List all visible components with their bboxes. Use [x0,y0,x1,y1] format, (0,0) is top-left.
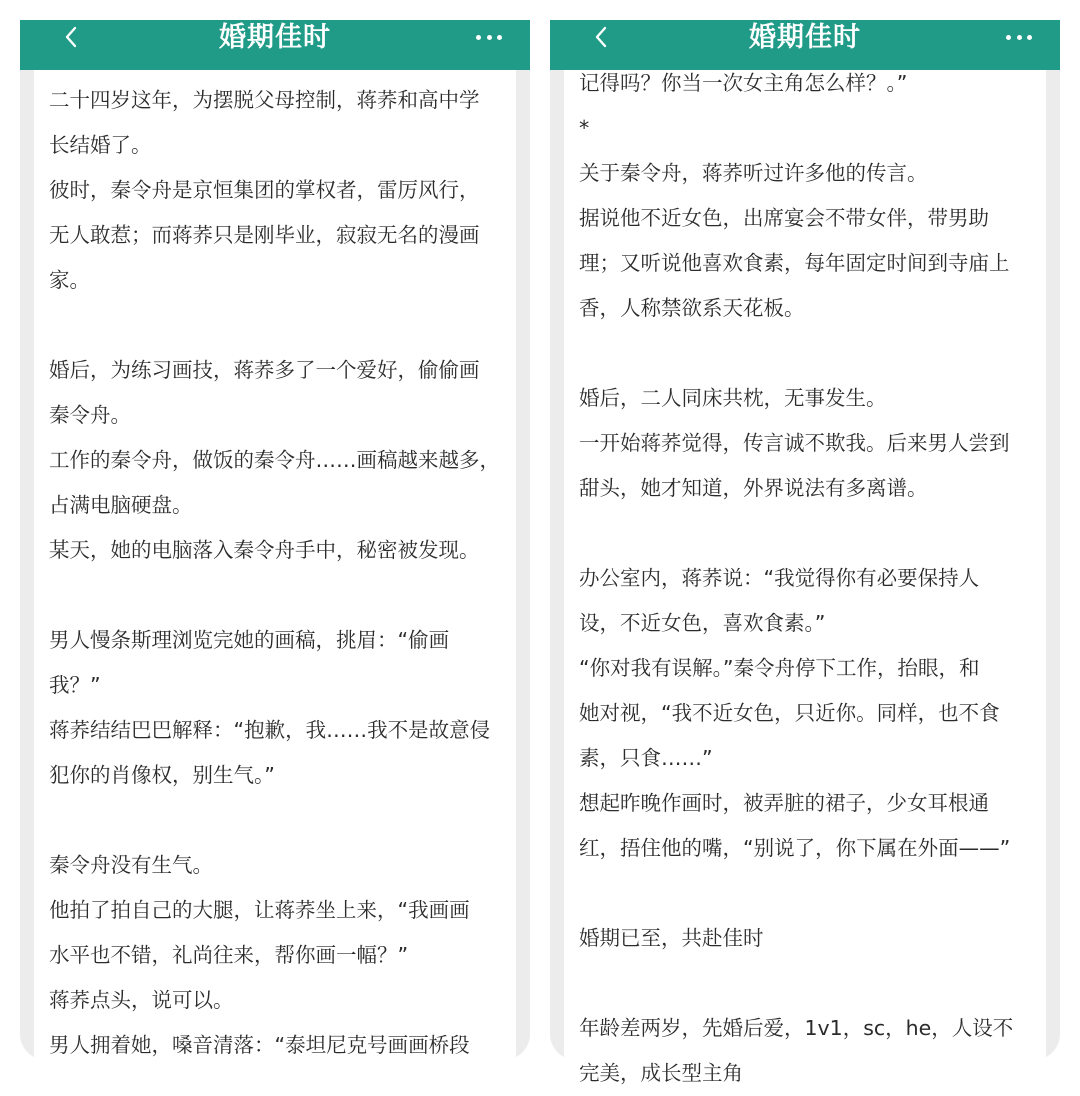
text-line: 据说他不近女色，出席宴会不带女伴，带男助 [579,206,989,230]
text-line [49,303,510,348]
text-line [579,511,1040,556]
reader-panel-right [550,20,1060,1085]
text-line: 完美，成长型主角 [579,1061,743,1085]
text-line: 工作的秦令舟，做饭的秦令舟……画稿越来越多， [49,448,500,472]
text-line: 二十四岁这年，为摆脱父母控制，蒋荞和高中学 [49,88,480,112]
text-line: 甜头，她才知道，外界说法有多离谱。 [579,476,928,500]
reading-page[interactable] [564,70,1046,1085]
chapter-text [49,78,510,1068]
chapter-text [579,61,1040,1096]
book-title: 婚期佳时 [749,22,861,53]
text-line: 理；又听说他喜欢食素，每年固定时间到寺庙上 [579,251,1010,275]
text-line: 想起昨晚作画时，被弄脏的裙子，少女耳根通 [579,791,989,815]
text-line: 家。 [49,268,90,292]
reader-panel-left [20,20,530,1060]
more-options-icon[interactable] [1006,27,1032,47]
text-line: 蒋荞结结巴巴解释：“抱歉，我……我不是故意侵 [49,718,491,742]
reader-header [20,20,530,70]
text-line: 素，只食……” [579,746,713,770]
text-line: 香，人称禁欲系天花板。 [579,296,805,320]
book-title: 婚期佳时 [219,22,331,53]
text-line [579,961,1040,1006]
text-line: 秦令舟没有生气。 [49,853,213,877]
text-line: * [579,116,590,140]
text-line: 水平也不错，礼尚往来，帮你画一幅？” [49,943,409,967]
reading-page[interactable] [34,70,516,1070]
text-line: 蒋荞点头，说可以。 [49,988,234,1012]
text-line: 男人拥着她，嗓音清落：“泰坦尼克号画画桥段 [49,1033,470,1057]
text-line: 记得吗？你当一次女主角怎么样？。” [579,71,908,95]
text-line [49,798,510,843]
text-line: 年龄差两岁，先婚后爱，1v1，sc，he，人设不 [579,1016,1014,1040]
text-line: 婚期已至，共赴佳时 [579,926,764,950]
text-line: 婚后，二人同床共枕，无事发生。 [579,386,887,410]
more-options-icon[interactable] [476,27,502,47]
text-line: 男人慢条斯理浏览完她的画稿，挑眉：“偷画 [49,628,450,652]
text-line: 犯你的肖像权，别生气。” [49,763,275,787]
text-line [579,871,1040,916]
text-line: 我？” [49,673,101,697]
text-line: 某天，她的电脑落入秦令舟手中，秘密被发现。 [49,538,480,562]
text-line: 占满电脑硬盘。 [49,493,193,517]
text-line: 办公室内，蒋荞说：“我觉得你有必要保持人 [579,566,980,590]
text-line: 设，不近女色，喜欢食素。” [579,611,826,635]
text-line: 婚后，为练习画技，蒋荞多了一个爱好，偷偷画 [49,358,480,382]
text-line: 一开始蒋荞觉得，传言诚不欺我。后来男人尝到 [579,431,1010,455]
text-line: 关于秦令舟，蒋荞听过许多他的传言。 [579,161,928,185]
text-line [579,331,1040,376]
text-line: 她对视，“我不近女色，只近你。同样，也不食 [579,701,1000,725]
text-line: 秦令舟。 [49,403,131,427]
text-line: “你对我有误解。”秦令舟停下工作，抬眼，和 [579,656,980,680]
text-line: 他拍了拍自己的大腿，让蒋荞坐上来，“我画画 [49,898,470,922]
text-line: 红，捂住他的嘴，“别说了，你下属在外面——” [579,836,1011,860]
text-line: 彼时，秦令舟是京恒集团的掌权者，雷厉风行， [49,178,480,202]
text-line: 长结婚了。 [49,133,152,157]
text-line [49,573,510,618]
text-line: 无人敢惹；而蒋荞只是刚毕业，寂寂无名的漫画 [49,223,480,247]
